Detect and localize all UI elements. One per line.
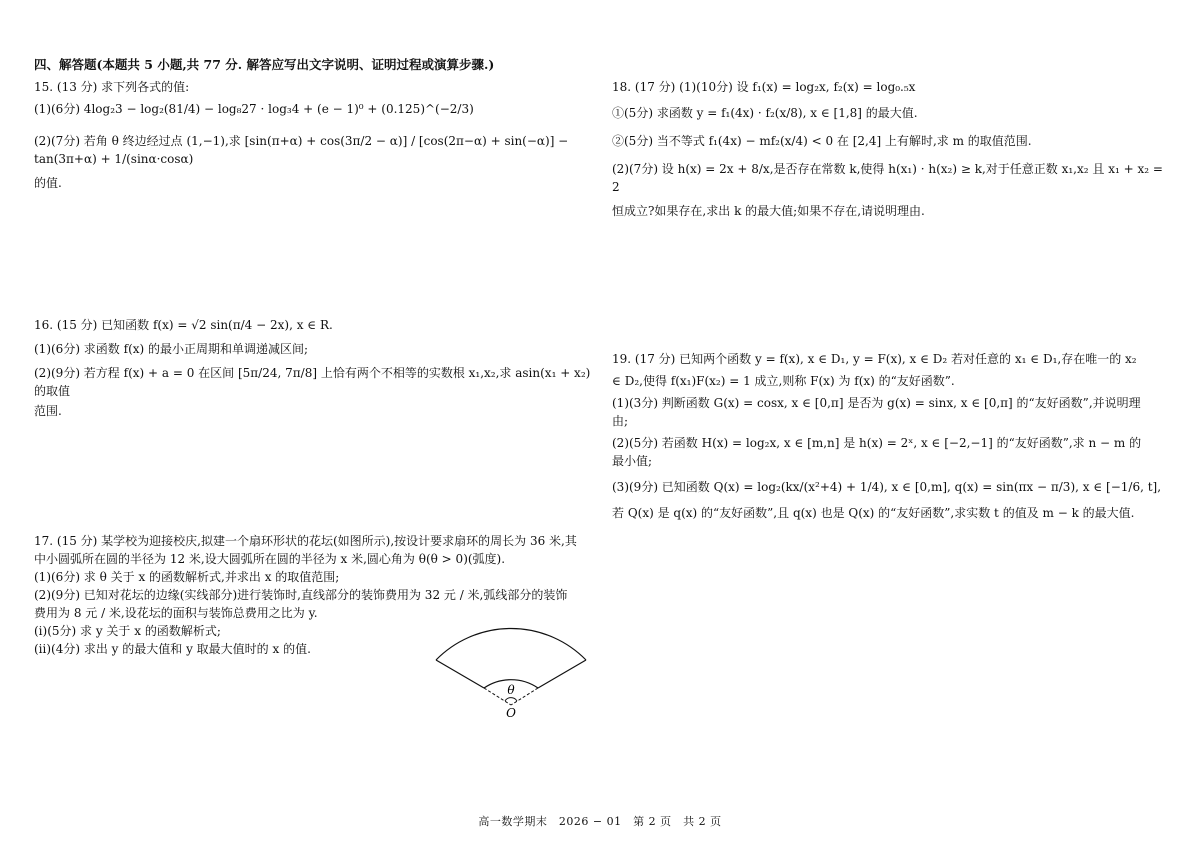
q16-part2-cont: 范围. [34,404,62,418]
q17-line3: (1)(6分) 求 θ 关于 x 的函数解析式,并求出 x 的取值范围; [34,570,340,584]
q18-line1: 18. (17 分) (1)(10分) 设 f₁(x) = log₂x, f₂(x) = log₀.₅x [612,80,916,94]
q17-line5: 费用为 8 元 / 米,设花坛的面积与装饰总费用之比为 y. [34,606,318,620]
q19-line6: 最小值; [612,454,653,468]
q15-part2-suffix: 的值. [34,176,62,190]
q18-line3: ②(5分) 当不等式 f₁(4x) − mf₂(x/4) < 0 在 [2,4] 上有解时,求 m 的取值范围. [612,134,1032,148]
q15-part2 [34,132,599,168]
origin-label: O [506,706,516,719]
q15-part2-prefix: (2)(7分) 若角 θ 终边经过点 (1,−1),求 [34,134,241,148]
q19-line8: 若 Q(x) 是 q(x) 的“友好函数”,且 q(x) 也是 Q(x) 的“友好函数”,求实数 t 的值及 m − k 的最大值. [612,506,1135,520]
page-footer: 高一数学期末 2026 − 01 第 2 页 共 2 页 [478,815,722,828]
q17-line2: 中小圆弧所在圆的半径为 12 米,设大圆弧所在圆的半径为 x 米,圆心角为 θ(θ > 0)(弧度). [34,552,506,566]
q15-head: 15. (13 分) 求下列各式的值: [34,80,190,94]
sector-ring-figure [432,614,592,719]
q18-line5: 恒成立?如果存在,求出 k 的最大值;如果不存在,请说明理由. [612,204,925,218]
q19-line3: (1)(3分) 判断函数 G(x) = cosx, x ∈ [0,π] 是否为 g(x) = sinx, x ∈ [0,π] 的“友好函数”,并说明理 [612,396,1141,410]
outer-arc [436,628,586,660]
q17-line4: (2)(9分) 已知对花坛的边缘(实线部分)进行装饰时,直线部分的装饰费用为 32 元 / 米,弧线部分的装饰 [34,588,568,602]
q16-head: 16. (15 分) 已知函数 f(x) = √2 sin(π/4 − 2x), x ∈ R. [34,318,333,332]
q18-line2: ①(5分) 求函数 y = f₁(4x) · f₂(x/8), x ∈ [1,8] 的最大值. [612,106,918,120]
q19-line5: (2)(5分) 若函数 H(x) = log₂x, x ∈ [m,n] 是 h(x) = 2ˣ, x ∈ [−2,−1] 的“友好函数”,求 n − m 的 [612,436,1142,450]
q15-part2-expr: [sin(π+α) + cos(3π/2 − α)] / [cos(2π−α) + sin(−α)] − tan(3π+α) + 1/(sinα·cosα) [34,134,569,166]
left-side [436,660,484,688]
section-title: 四、解答题(本题共 5 小题,共 77 分. 解答应写出文字说明、证明过程或演算步骤.) [34,57,495,72]
q15-part1: (1)(6分) 4log₂3 − log₂(81/4) − log₈27 · log₃4 + (e − 1)⁰ + (0.125)^(−2/3) [34,102,474,116]
right-column [612,78,1172,522]
angle-mark [505,698,517,701]
right-radius-dashed [511,688,538,705]
q19-line2: ∈ D₂,使得 f(x₁)F(x₂) = 1 成立,则称 F(x) 为 f(x) 的“友好函数”. [612,374,955,388]
right-side [538,660,586,688]
q19-line1: 19. (17 分) 已知两个函数 y = f(x), x ∈ D₁, y = F(x), x ∈ D₂ 若对任意的 x₁ ∈ D₁,存在唯一的 x₂ [612,352,1137,366]
q19-line4: 由; [612,414,629,428]
q17-line7: (ⅱ)(4分) 求出 y 的最大值和 y 取最大值时的 x 的值. [34,642,311,656]
q16-part1: (1)(6分) 求函数 f(x) 的最小正周期和单调递减区间; [34,342,309,356]
q17-line1: 17. (15 分) 某学校为迎接校庆,拟建一个扇环形状的花坛(如图所示),按设计要求扇环的周长为 36 米,其 [34,534,577,548]
q17-line6: (ⅰ)(5分) 求 y 关于 x 的函数解析式; [34,624,221,638]
q19-line7: (3)(9分) 已知函数 Q(x) = log₂(kx/(x²+4) + 1/4), x ∈ [0,m], q(x) = sin(πx − π/3), x ∈ [−1/6, t], [612,480,1162,494]
q18-line4: (2)(7分) 设 h(x) = 2x + 8/x,是否存在常数 k,使得 h(x₁) · h(x₂) ≥ k,对于任意正数 x₁,x₂ 且 x₁ + x₂ = 2 [612,162,1163,194]
left-column [34,56,599,658]
theta-label: θ [507,683,515,697]
q16-part2: (2)(9分) 若方程 f(x) + a = 0 在区间 [5π/24, 7π/8] 上恰有两个不相等的实数根 x₁,x₂,求 asin(x₁ + x₂) 的取值 [34,366,591,398]
